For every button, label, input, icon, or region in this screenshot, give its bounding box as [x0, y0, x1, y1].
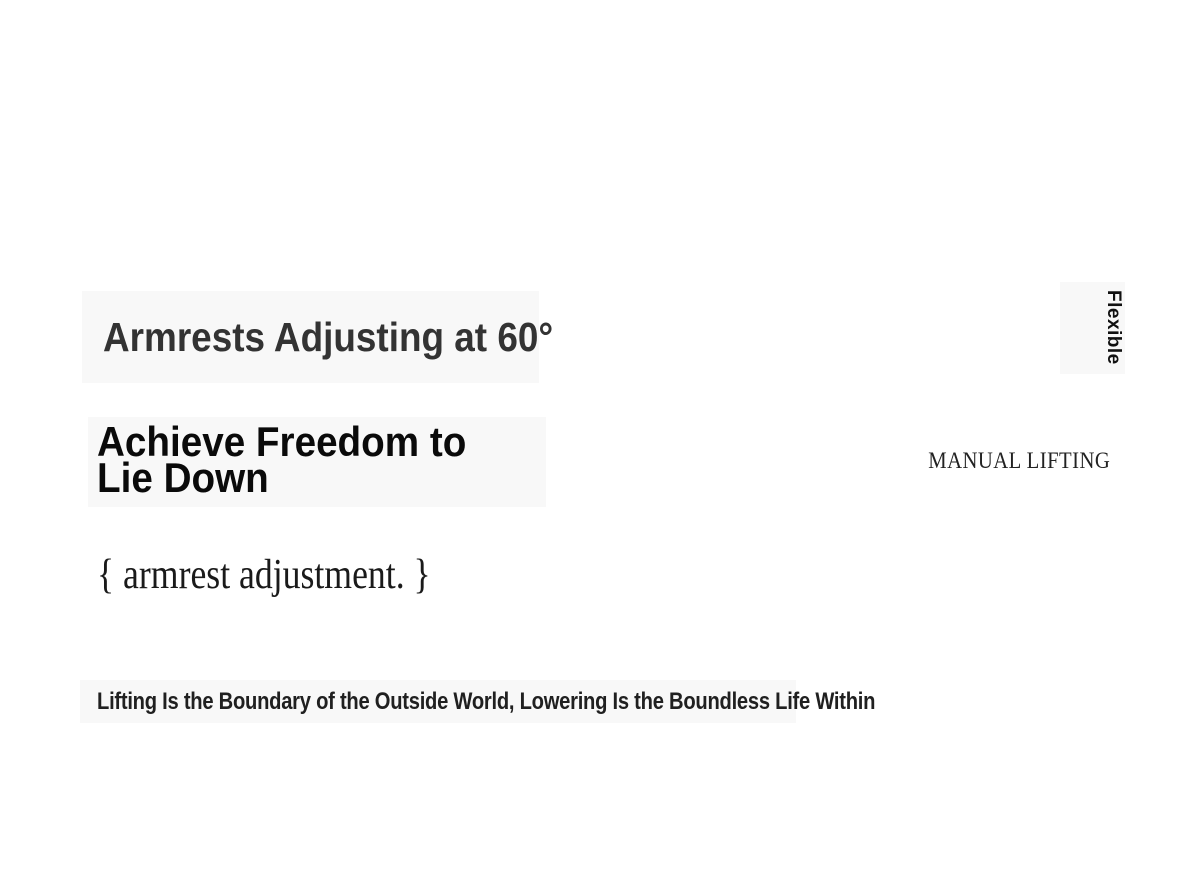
- flexible-vertical-label: Flexible: [1103, 290, 1124, 365]
- armrest-angle-subheadline: [103, 291, 603, 383]
- manual-lifting-label: MANUAL LIFTING: [927, 448, 1110, 473]
- armrest-angle-subheadline-text: Armrests Adjusting at 60°: [103, 313, 554, 360]
- feature-quote: { armrest adjustment. }: [97, 552, 431, 598]
- freedom-headline-line2: Lie Down: [97, 454, 269, 501]
- tagline: [97, 680, 1023, 723]
- freedom-headline-line1: Achieve Freedom to: [97, 418, 467, 465]
- freedom-headline: [97, 418, 498, 501]
- tagline-text: Lifting Is the Boundary of the Outside World, Lowering Is the Boundless Life Within: [97, 687, 876, 715]
